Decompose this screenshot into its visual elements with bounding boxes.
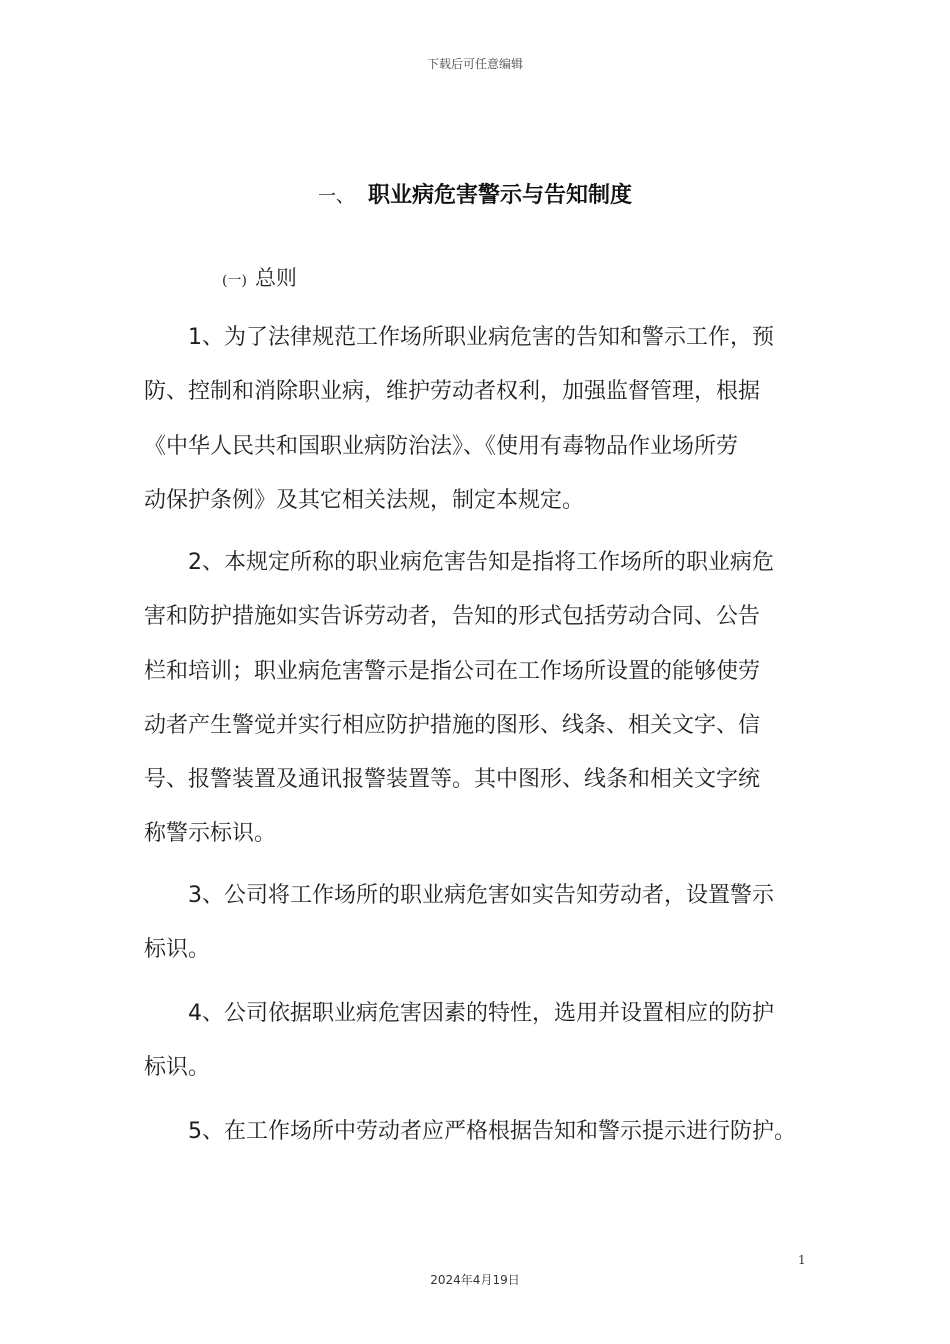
paragraph-line: 4、公司依据职业病危害因素的特性，选用并设置相应的防护: [188, 1001, 774, 1026]
page-number: 1: [798, 1253, 806, 1267]
paragraph-line: 标识。: [144, 1055, 211, 1081]
title-number: 一、: [317, 186, 354, 207]
section-marker: (一): [222, 273, 247, 289]
paragraph-line: 标识。: [144, 937, 211, 963]
paragraph-line: 《中华人民共和国职业病防治法》、《使用有毒物品作业场所劳: [144, 433, 739, 459]
header-note: 下载后可任意编辑: [426, 57, 523, 71]
footer-date: 2024年4月19日: [430, 1273, 520, 1287]
paragraph-line: 5、在工作场所中劳动者应严格根据告知和警示提示进行防护。: [188, 1119, 796, 1144]
paragraph-4: [144, 1001, 824, 1110]
paragraph-line: 1、为了法律规范工作场所职业病危害的告知和警示工作，预: [188, 325, 774, 350]
paragraph-3: [144, 883, 824, 992]
paragraph-line: 动保护条例》及其它相关法规，制定本规定。: [144, 487, 585, 513]
paragraph-5: [144, 1119, 824, 1173]
paragraph-2: [144, 550, 824, 876]
paragraph-line: 防、控制和消除职业病，维护劳动者权利，加强监督管理，根据: [144, 379, 761, 405]
document-title: [0, 178, 950, 209]
paragraph-line: 2、本规定所称的职业病危害告知是指将工作场所的职业病危: [188, 550, 774, 575]
paragraph-line: 号、报警装置及通讯报警装置等。其中图形、线条和相关文字统: [144, 767, 761, 793]
section-heading: [222, 262, 297, 292]
paragraph-line: 害和防护措施如实告诉劳动者，告知的形式包括劳动合同、公告: [144, 604, 761, 630]
paragraph-line: 栏和培训；职业病危害警示是指公司在工作场所设置的能够使劳: [144, 658, 761, 684]
paragraph-line: 3、公司将工作场所的职业病危害如实告知劳动者，设置警示: [188, 883, 774, 908]
paragraph-line: 称警示标识。: [144, 821, 277, 847]
paragraph-line: 动者产生警觉并实行相应防护措施的图形、线条、相关文字、信: [144, 712, 761, 738]
title-text: 职业病危害警示与告知制度: [367, 183, 632, 208]
section-title: 总则: [254, 266, 297, 290]
paragraph-1: [144, 325, 824, 542]
